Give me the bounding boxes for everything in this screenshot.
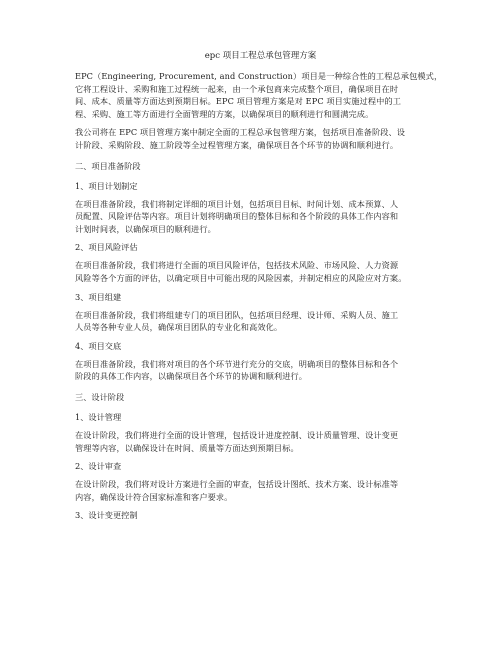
paragraph-line: 阶段的具体工作内容，以确保项目各个环节的协调和顺利进行。 bbox=[75, 371, 308, 382]
document-title: epc 项目工程总承包管理方案 bbox=[204, 51, 317, 61]
paragraph-line: 管理等内容，以确保设计在时间、质量等方面达到预期目标。 bbox=[75, 442, 299, 453]
paragraph-line: 在设计阶段，我们将对设计方案进行全面的审查，包括设计图纸、技术方案、设计标准等 bbox=[75, 479, 399, 490]
intro2-line: 计阶段、采购阶段、施工阶段等全过程管理方案，确保项目各个环节的协调和顺利进行。 bbox=[75, 139, 399, 150]
paragraph-line: 计划时间表，以确保项目的顺利进行。 bbox=[75, 223, 216, 234]
intro-paragraph bbox=[75, 70, 442, 120]
subheading-design-change-control: 3、设计变更控制 bbox=[75, 510, 138, 521]
subheading-risk-assessment: 2、项目风险评估 bbox=[75, 242, 138, 253]
section-heading-preparation: 二、项目准备阶段 bbox=[75, 160, 141, 171]
subheading-team-building: 3、项目组建 bbox=[75, 291, 122, 302]
subheading-briefing: 4、项目交底 bbox=[75, 340, 122, 351]
paragraph-risk-assessment bbox=[75, 259, 442, 284]
subheading-project-plan: 1、项目计划制定 bbox=[75, 180, 138, 191]
paragraph-line: 风险等各个方面的评估，以确定项目中可能出现的风险因素，并制定相应的风险应对方案。 bbox=[75, 272, 407, 283]
section-heading-design: 三、设计阶段 bbox=[75, 391, 125, 402]
intro-paragraph-2 bbox=[75, 126, 442, 151]
paragraph-project-plan bbox=[75, 198, 442, 236]
paragraph-line: 员配置、风险评估等内容。项目计划将明确项目的整体目标和各个阶段的具体工作内容和 bbox=[75, 211, 399, 222]
paragraph-line: 内容，确保设计符合国家标准和客户要求。 bbox=[75, 491, 233, 502]
paragraph-line: 人员等各种专业人员，确保项目团队的专业化和高效化。 bbox=[75, 322, 283, 333]
paragraph-line: 在项目准备阶段，我们将进行全面的项目风险评估，包括技术风险、市场风险、人力资源 bbox=[75, 260, 399, 271]
paragraph-design-review bbox=[75, 478, 442, 503]
intro-line: 程、采购、施工等方面进行全面管理的方案，以确保项目的顺利进行和圆满完成。 bbox=[75, 108, 374, 119]
intro-line: 它将工程设计、采购和施工过程统一起来，由一个承包商来完成整个项目，确保项目在时 bbox=[75, 83, 399, 94]
paragraph-line: 在项目准备阶段，我们将组建专门的项目团队，包括项目经理、设计师、采购人员、施工 bbox=[75, 309, 399, 320]
paragraph-team-building bbox=[75, 309, 442, 334]
paragraph-line: 在项目准备阶段，我们将制定详细的项目计划，包括项目目标、时间计划、成本预算、人 bbox=[75, 198, 399, 209]
subheading-design-management: 1、设计管理 bbox=[75, 411, 122, 422]
paragraph-line: 在设计阶段，我们将进行全面的设计管理，包括设计进度控制、设计质量管理、设计变更 bbox=[75, 429, 399, 440]
intro-line: EPC（Engineering, Procurement, and Construction）项目是一种综合性的工程总承包模式， bbox=[75, 71, 443, 81]
subheading-design-review: 2、设计审查 bbox=[75, 461, 122, 472]
intro2-line: 我公司将在 EPC 项目管理方案中制定全面的工程总承包管理方案，包括项目准备阶段、设 bbox=[75, 127, 406, 138]
intro-line: 间、成本、质量等方面达到预期目标。EPC 项目管理方案是对 EPC 项目实施过程中的工 bbox=[75, 96, 401, 107]
paragraph-briefing bbox=[75, 358, 442, 383]
paragraph-line: 在项目准备阶段，我们将对项目的各个环节进行充分的交底，明确项目的整体目标和各个 bbox=[75, 358, 399, 369]
paragraph-design-management bbox=[75, 429, 442, 454]
